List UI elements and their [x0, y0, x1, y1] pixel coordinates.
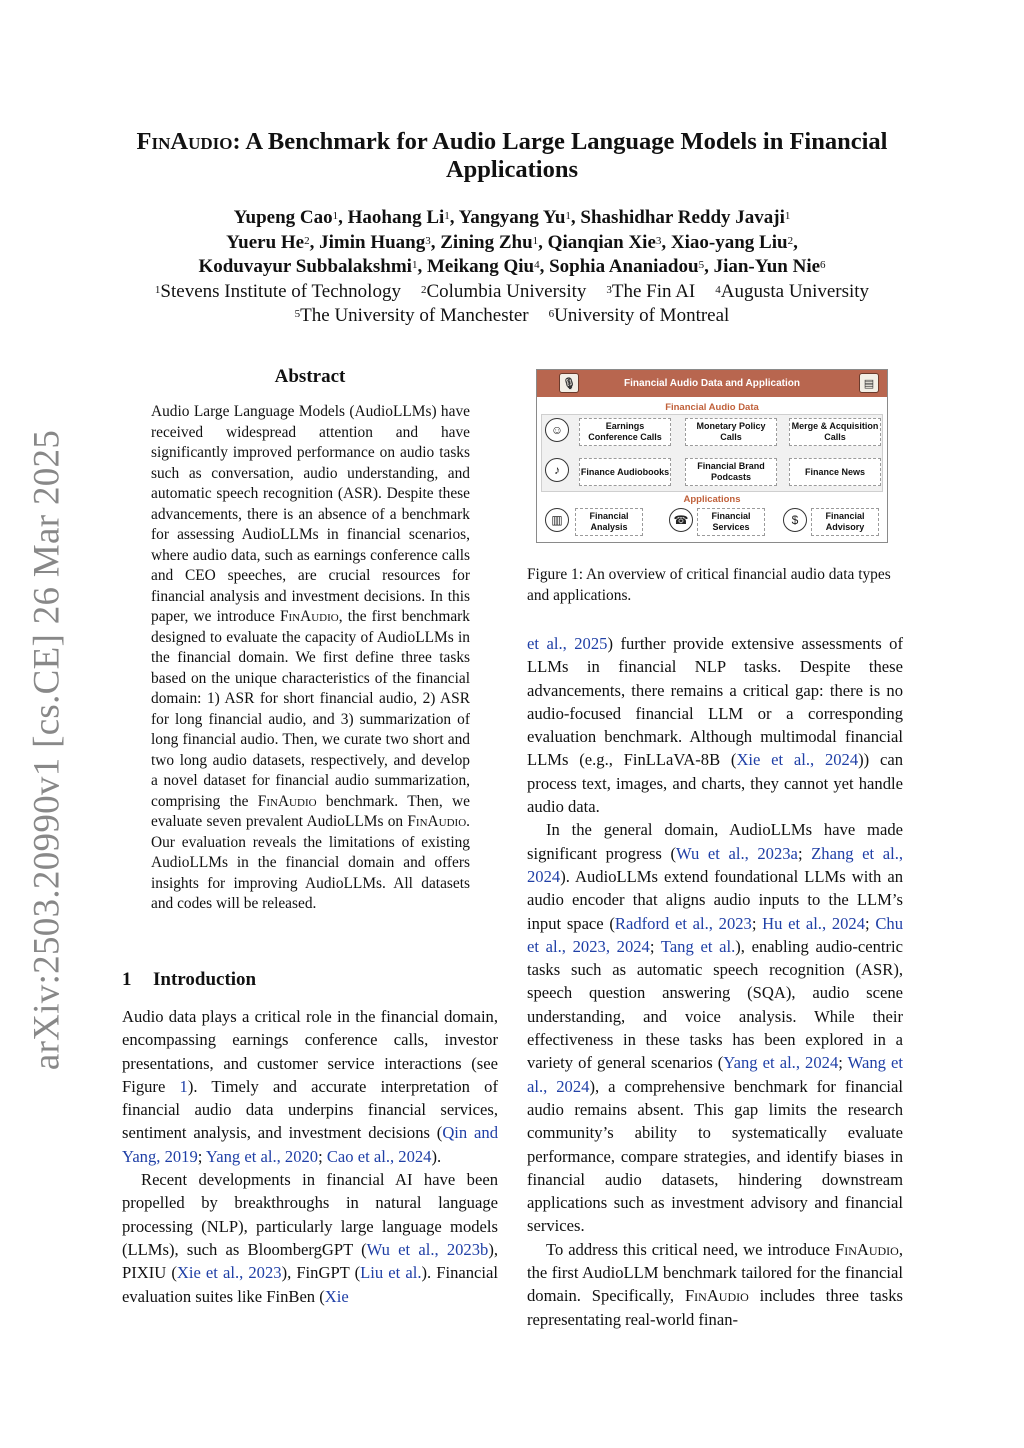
citation-link[interactable]: Chu et al., 2023, 2024 — [527, 913, 904, 956]
citation-link[interactable]: Wu et al., 2023b — [366, 1239, 489, 1259]
affiliation: $^4$Augusta University — [715, 281, 870, 302]
citation-link[interactable]: Radford et al., 2023 — [614, 913, 752, 933]
citation-link[interactable]: Tang et al. — [660, 936, 736, 956]
service-agent-icon: ☎ — [669, 508, 693, 532]
citation-link[interactable]: et al., 2025 — [527, 634, 608, 653]
citation-link[interactable]: Cao et al., 2024 — [326, 1146, 432, 1166]
arxiv-id: arXiv:2503.20990v1 [cs.CE] 26 Mar 2025 — [26, 429, 68, 1071]
data-type-earnings-calls: Earnings Conference Calls — [579, 418, 671, 446]
intro-paragraph-2: Recent developments in financial AI have been propelled by breakthroughs in natural language processing (NLP), particularly large language models (LLMs), such as BloombergGPT (Wu et al., 2023b), PIXIU (Xie et al., 2023), FinGPT (Liu et al.). Financial evaluation suites like FinBen (Xie — [122, 1170, 499, 1306]
conference-speaker-icon: ☺ — [545, 418, 569, 442]
figure-1-caption: Figure 1: An overview of critical financial audio data types and applications. — [527, 566, 891, 604]
citation-link[interactable]: Wu et al., 2023a — [676, 843, 798, 863]
figure-header-bar — [537, 370, 887, 397]
figure-header-title: Financial Audio Data and Application — [624, 378, 800, 389]
author: Zining Zhu$^1$ — [440, 231, 539, 253]
citation-link[interactable]: Yang et al., 2024 — [723, 1053, 839, 1073]
title-benchmark-name: FinAudio — [136, 128, 233, 155]
data-type-audiobooks: Finance Audiobooks — [579, 458, 671, 486]
author: Yupeng Cao$^1$ — [233, 207, 339, 228]
data-type-monetary-policy: Monetary Policy Calls — [685, 418, 777, 446]
affiliation-list — [90, 280, 934, 328]
affiliation: $^3$The Fin AI — [606, 281, 696, 302]
title-line-2: Applications — [445, 156, 579, 183]
application-financial-advisory: Financial Advisory — [811, 508, 879, 536]
figure-ref-link[interactable]: 1 — [179, 1076, 188, 1096]
author: Yangyang Yu$^1$ — [458, 207, 571, 228]
affiliation: $^6$University of Montreal — [548, 305, 730, 326]
podcast-app-icon: ♪ — [545, 458, 569, 482]
intro-paragraph-1: Audio data plays a critical role in the financial domain, encompassing earnings conference calls, investor presentations, and customer service interactions (see Figure 1). Timely and accurate interpretation of financial audio data underpins financial services, sentiment analysis, and investment decisions (Qin and Yang, 2019; Yang et al., 2020; Cao et al., 2024). — [122, 1007, 499, 1166]
analysis-chart-icon: ▥ — [545, 508, 569, 532]
arxiv-stamp — [23, 429, 71, 1071]
application-financial-analysis: Financial Analysis — [575, 508, 643, 536]
author: Jian-Yun Nie$^6$ — [713, 256, 826, 277]
author: Meikang Qiu$^4$ — [426, 256, 540, 277]
audio-data-label: Financial Audio Data — [665, 402, 759, 413]
microphone-icon: 🎙 — [559, 373, 579, 393]
abstract-heading: Abstract — [274, 366, 346, 387]
citation-link[interactable]: Wang et al., 2024 — [527, 1053, 903, 1096]
author: Sophia Ananiadou$^5$ — [549, 256, 705, 277]
author: Jimin Huang$^3$ — [319, 231, 431, 253]
citation-link[interactable]: Xie et al., 2024 — [736, 750, 859, 770]
affiliation: $^1$Stevens Institute of Technology — [154, 281, 401, 302]
intro-paragraph-3: In the general domain, AudioLLMs have made significant progress (Wu et al., 2023a; Zhang et al., 2024). AudioLLMs extend foundational LLMs with an audio encoder that aligns audio inputs to the LLM’s input space (Radford et al., 2023; Hu et al., 2024; Chu et al., 2023, 2024; Tang et al.), enabling audio-centric tasks such as automatic speech recognition (ASR), speech question answering (SQA), audio scene understanding, and voice analysis. While their effectiveness in these tasks has been explored in a variety of general scenarios (Yang et al., 2024; Wang et al., 2024), a comprehensive benchmark for financial audio remains absent. This gap limits the research community’s ability to systematically evaluate performance, compare strategies, and identify biases in financial audio datasets, hindering downstream applications such as investment advisory and financial services. — [527, 820, 904, 1236]
report-chart-icon: ▤ — [859, 373, 879, 393]
figure-1-diagram — [536, 369, 888, 543]
applications-label: Applications — [683, 494, 741, 505]
affiliation: $^5$The University of Manchester — [294, 305, 529, 326]
application-financial-services: Financial Services — [697, 508, 765, 536]
citation-link[interactable]: Zhang et al., 2024 — [527, 843, 904, 886]
author: Xiao-yang Liu$^2$ — [670, 231, 794, 253]
paper-title — [100, 128, 924, 184]
citation-link[interactable]: Hu et al., 2024 — [762, 913, 866, 933]
intro-left-column — [122, 1005, 498, 1308]
citation-link[interactable]: Qin and Yang, 2019 — [122, 1123, 499, 1166]
advisor-icon: $ — [783, 508, 807, 532]
intro-right-column — [527, 632, 903, 1331]
author: Yueru He$^2$ — [226, 231, 310, 253]
intro-paragraph-2-continued: et al., 2025) further provide extensive assessments of LLMs in financial NLP tasks. Despite these advancements, there remains a critical gap: there is no audio-focused financial LLM or a corresponding evaluation benchmark. Although multimodal financial LLMs (e.g., FinLLaVA-8B (Xie et al., 2024)) can process text, images, and charts, they cannot yet handle audio data. — [527, 634, 903, 817]
citation-link[interactable]: Yang et al., 2020 — [205, 1146, 319, 1166]
citation-link[interactable]: Xie et al., 2023 — [176, 1263, 282, 1283]
author: Qianqian Xie$^3$ — [547, 231, 662, 253]
data-type-brand-podcasts: Financial Brand Podcasts — [685, 458, 777, 486]
intro-paragraph-4: To address this critical need, we introduce FinAudio, the first AudioLLM benchmark tailored for the financial domain. Specifically, FinAudio includes three tasks representating real-world finan- — [527, 1239, 903, 1329]
data-type-merge-acquisition: Merge & Acquisition Calls — [789, 418, 881, 446]
author: Koduvayur Subbalakshmi$^1$ — [198, 256, 418, 277]
author: Haohang Li$^1$ — [347, 207, 450, 228]
author-list: Yupeng Cao$^1$, Haohang Li$^1$, Yangyang Yu$^1$, Shashidhar Reddy Javaji$^1$ Yueru He$^2$, Jimin Huang$^3$, Zining Zhu$^1$, Qianqian Xie$^3$, Xiao-yang Liu$^2$, Koduvayur Subbalakshmi$^1$, Meikang Qiu$^4$, Sophia Ananiadou$^5$, Jian-Yun Nie$^6$ — [198, 207, 826, 277]
data-type-finance-news: Finance News — [789, 458, 881, 486]
citation-link[interactable]: Liu et al. — [360, 1263, 422, 1283]
citation-link[interactable]: Xie — [324, 1286, 349, 1306]
affiliation: $^2$Columbia University — [420, 281, 587, 302]
section-heading-introduction: 1 Introduction — [122, 969, 257, 990]
title-line-1: : A Benchmark for Audio Large Language Models in Financial — [232, 128, 888, 155]
abstract-body: Audio Large Language Models (AudioLLMs) have received widespread attention and have significantly improved performance on audio tasks such as conversation, audio understanding, and automatic speech recognition (ASR). Despite these advancements, there is an absence of a benchmark for assessing AudioLLMs in financial scenarios, where audio data, such as earnings conference calls and CEO speeches, are crucial resources for financial analysis and investment decisions. In this paper, we introduce FinAudio, the first benchmark designed to evaluate the capacity of AudioLLMs in the financial domain. We first define three tasks based on the unique characteristics of the financial domain: 1) ASR for short financial audio, 2) ASR for long financial audio, and 3) summarization of long financial audio. Then, we curate two short and two long audio datasets, respectively, and develop a novel dataset for financial audio summarization, comprising the FinAudio benchmark. Then, we evaluate seven prevalent AudioLLMs on FinAudio. Our evaluation reveals the limitations of existing AudioLLMs in the financial domain and offers insights for improving AudioLLMs. All datasets and codes will be released. — [151, 403, 470, 912]
author: Shashidhar Reddy Javaji$^1$ — [580, 207, 791, 228]
